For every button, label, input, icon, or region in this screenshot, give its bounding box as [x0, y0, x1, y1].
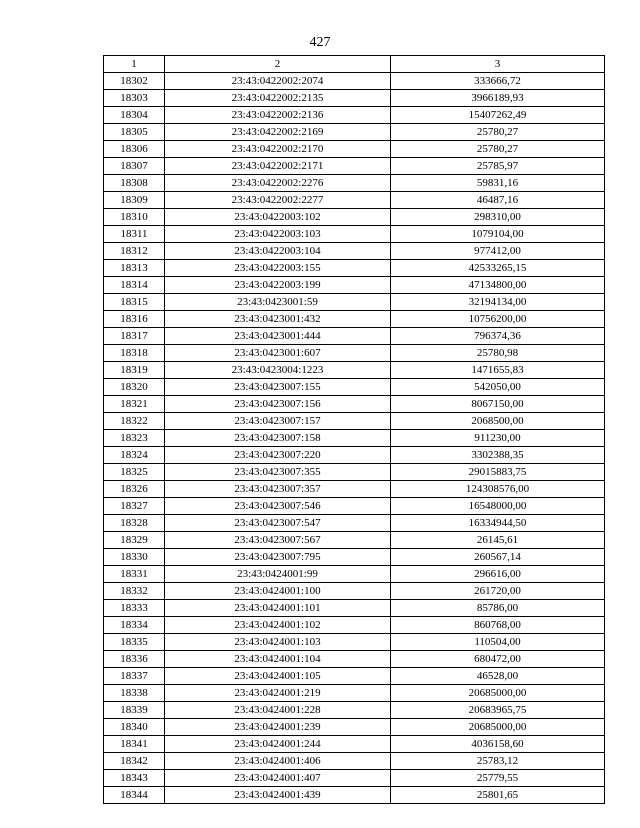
table-row	[104, 396, 605, 413]
data-table	[103, 55, 605, 804]
value-cell: 3966189,93	[391, 90, 605, 107]
row-number-cell: 18319	[104, 362, 165, 379]
table-body	[104, 73, 605, 804]
value-cell: 296616,00	[391, 566, 605, 583]
value-cell: 124308576,00	[391, 481, 605, 498]
value-cell: 25785,97	[391, 158, 605, 175]
cadastral-number-cell: 23:43:0424001:219	[165, 685, 391, 702]
value-cell: 26145,61	[391, 532, 605, 549]
cadastral-number-cell: 23:43:0424001:439	[165, 787, 391, 804]
row-number-cell: 18331	[104, 566, 165, 583]
cadastral-number-cell: 23:43:0423007:546	[165, 498, 391, 515]
table-row	[104, 566, 605, 583]
value-cell: 25779,55	[391, 770, 605, 787]
cadastral-number-cell: 23:43:0423007:357	[165, 481, 391, 498]
table-row	[104, 175, 605, 192]
cadastral-number-cell: 23:43:0424001:100	[165, 583, 391, 600]
cadastral-number-cell: 23:43:0424001:104	[165, 651, 391, 668]
table-row	[104, 464, 605, 481]
row-number-cell: 18317	[104, 328, 165, 345]
column-header: 2	[165, 56, 391, 73]
cadastral-number-cell: 23:43:0422002:2171	[165, 158, 391, 175]
cadastral-number-cell: 23:43:0423007:547	[165, 515, 391, 532]
cadastral-number-cell: 23:43:0423007:567	[165, 532, 391, 549]
table-row	[104, 328, 605, 345]
cadastral-number-cell: 23:43:0423007:355	[165, 464, 391, 481]
value-cell: 46528,00	[391, 668, 605, 685]
value-cell: 796374,36	[391, 328, 605, 345]
table-row	[104, 379, 605, 396]
value-cell: 59831,16	[391, 175, 605, 192]
row-number-cell: 18327	[104, 498, 165, 515]
cadastral-number-cell: 23:43:0422002:2135	[165, 90, 391, 107]
table-row	[104, 362, 605, 379]
cadastral-number-cell: 23:43:0423007:157	[165, 413, 391, 430]
cadastral-number-cell: 23:43:0424001:101	[165, 600, 391, 617]
table-row	[104, 685, 605, 702]
cadastral-number-cell: 23:43:0424001:407	[165, 770, 391, 787]
table-row	[104, 447, 605, 464]
cadastral-number-cell: 23:43:0422003:104	[165, 243, 391, 260]
cadastral-number-cell: 23:43:0423007:155	[165, 379, 391, 396]
value-cell: 542050,00	[391, 379, 605, 396]
table-row	[104, 600, 605, 617]
cadastral-number-cell: 23:43:0422002:2136	[165, 107, 391, 124]
cadastral-number-cell: 23:43:0424001:105	[165, 668, 391, 685]
cadastral-number-cell: 23:43:0422003:102	[165, 209, 391, 226]
row-number-cell: 18322	[104, 413, 165, 430]
row-number-cell: 18339	[104, 702, 165, 719]
value-cell: 20683965,75	[391, 702, 605, 719]
cadastral-number-cell: 23:43:0422002:2169	[165, 124, 391, 141]
value-cell: 4036158,60	[391, 736, 605, 753]
cadastral-number-cell: 23:43:0422003:103	[165, 226, 391, 243]
row-number-cell: 18334	[104, 617, 165, 634]
table-header-row	[104, 56, 605, 73]
row-number-cell: 18302	[104, 73, 165, 90]
table-row	[104, 549, 605, 566]
table-row	[104, 770, 605, 787]
table-row	[104, 345, 605, 362]
cadastral-number-cell: 23:43:0423007:795	[165, 549, 391, 566]
row-number-cell: 18314	[104, 277, 165, 294]
table-row	[104, 277, 605, 294]
table-row	[104, 651, 605, 668]
cadastral-number-cell: 23:43:0423001:59	[165, 294, 391, 311]
row-number-cell: 18325	[104, 464, 165, 481]
row-number-cell: 18321	[104, 396, 165, 413]
value-cell: 3302388,35	[391, 447, 605, 464]
cadastral-number-cell: 23:43:0423007:220	[165, 447, 391, 464]
value-cell: 20685000,00	[391, 719, 605, 736]
value-cell: 25783,12	[391, 753, 605, 770]
value-cell: 2068500,00	[391, 413, 605, 430]
value-cell: 25780,27	[391, 124, 605, 141]
row-number-cell: 18318	[104, 345, 165, 362]
row-number-cell: 18313	[104, 260, 165, 277]
row-number-cell: 18309	[104, 192, 165, 209]
value-cell: 32194134,00	[391, 294, 605, 311]
row-number-cell: 18306	[104, 141, 165, 158]
value-cell: 977412,00	[391, 243, 605, 260]
value-cell: 1471655,83	[391, 362, 605, 379]
value-cell: 860768,00	[391, 617, 605, 634]
table-row	[104, 192, 605, 209]
row-number-cell: 18338	[104, 685, 165, 702]
table-row	[104, 141, 605, 158]
table-row	[104, 753, 605, 770]
row-number-cell: 18308	[104, 175, 165, 192]
cadastral-number-cell: 23:43:0424001:228	[165, 702, 391, 719]
row-number-cell: 18342	[104, 753, 165, 770]
cadastral-number-cell: 23:43:0422002:2170	[165, 141, 391, 158]
cadastral-number-cell: 23:43:0422003:199	[165, 277, 391, 294]
value-cell: 85786,00	[391, 600, 605, 617]
cadastral-number-cell: 23:43:0423007:158	[165, 430, 391, 447]
table-row	[104, 481, 605, 498]
column-header: 3	[391, 56, 605, 73]
cadastral-number-cell: 23:43:0423001:444	[165, 328, 391, 345]
table-row	[104, 311, 605, 328]
cadastral-number-cell: 23:43:0422002:2277	[165, 192, 391, 209]
row-number-cell: 18324	[104, 447, 165, 464]
table-row	[104, 158, 605, 175]
table-row	[104, 90, 605, 107]
table-row	[104, 532, 605, 549]
table-row	[104, 413, 605, 430]
row-number-cell: 18305	[104, 124, 165, 141]
row-number-cell: 18329	[104, 532, 165, 549]
cadastral-number-cell: 23:43:0424001:99	[165, 566, 391, 583]
table-row	[104, 583, 605, 600]
value-cell: 20685000,00	[391, 685, 605, 702]
value-cell: 16548000,00	[391, 498, 605, 515]
row-number-cell: 18315	[104, 294, 165, 311]
cadastral-number-cell: 23:43:0423007:156	[165, 396, 391, 413]
row-number-cell: 18336	[104, 651, 165, 668]
value-cell: 1079104,00	[391, 226, 605, 243]
cadastral-number-cell: 23:43:0423001:432	[165, 311, 391, 328]
value-cell: 16334944,50	[391, 515, 605, 532]
row-number-cell: 18310	[104, 209, 165, 226]
row-number-cell: 18340	[104, 719, 165, 736]
table-row	[104, 498, 605, 515]
row-number-cell: 18330	[104, 549, 165, 566]
table-row	[104, 617, 605, 634]
cadastral-number-cell: 23:43:0422002:2276	[165, 175, 391, 192]
table-row	[104, 634, 605, 651]
value-cell: 25801,65	[391, 787, 605, 804]
row-number-cell: 18326	[104, 481, 165, 498]
row-number-cell: 18343	[104, 770, 165, 787]
value-cell: 110504,00	[391, 634, 605, 651]
cadastral-number-cell: 23:43:0424001:102	[165, 617, 391, 634]
cadastral-number-cell: 23:43:0424001:244	[165, 736, 391, 753]
cadastral-number-cell: 23:43:0422002:2074	[165, 73, 391, 90]
column-header: 1	[104, 56, 165, 73]
page-number: 427	[309, 35, 331, 50]
table-row	[104, 668, 605, 685]
cadastral-number-cell: 23:43:0422003:155	[165, 260, 391, 277]
cadastral-number-cell: 23:43:0424001:239	[165, 719, 391, 736]
row-number-cell: 18335	[104, 634, 165, 651]
row-number-cell: 18320	[104, 379, 165, 396]
table-row	[104, 124, 605, 141]
value-cell: 25780,27	[391, 141, 605, 158]
table-row	[104, 73, 605, 90]
row-number-cell: 18323	[104, 430, 165, 447]
value-cell: 46487,16	[391, 192, 605, 209]
value-cell: 15407262,49	[391, 107, 605, 124]
value-cell: 261720,00	[391, 583, 605, 600]
cadastral-number-cell: 23:43:0423004:1223	[165, 362, 391, 379]
value-cell: 25780,98	[391, 345, 605, 362]
table-row	[104, 294, 605, 311]
table-row	[104, 430, 605, 447]
row-number-cell: 18312	[104, 243, 165, 260]
table-row	[104, 787, 605, 804]
value-cell: 8067150,00	[391, 396, 605, 413]
cadastral-number-cell: 23:43:0424001:103	[165, 634, 391, 651]
row-number-cell: 18333	[104, 600, 165, 617]
value-cell: 298310,00	[391, 209, 605, 226]
value-cell: 47134800,00	[391, 277, 605, 294]
row-number-cell: 18304	[104, 107, 165, 124]
table-row	[104, 736, 605, 753]
table-row	[104, 209, 605, 226]
row-number-cell: 18307	[104, 158, 165, 175]
row-number-cell: 18332	[104, 583, 165, 600]
row-number-cell: 18337	[104, 668, 165, 685]
value-cell: 42533265,15	[391, 260, 605, 277]
cadastral-number-cell: 23:43:0424001:406	[165, 753, 391, 770]
value-cell: 10756200,00	[391, 311, 605, 328]
table-row	[104, 515, 605, 532]
table-row	[104, 226, 605, 243]
row-number-cell: 18341	[104, 736, 165, 753]
table-row	[104, 702, 605, 719]
table-row	[104, 243, 605, 260]
row-number-cell: 18316	[104, 311, 165, 328]
row-number-cell: 18344	[104, 787, 165, 804]
cadastral-number-cell: 23:43:0423001:607	[165, 345, 391, 362]
value-cell: 29015883,75	[391, 464, 605, 481]
value-cell: 260567,14	[391, 549, 605, 566]
value-cell: 333666,72	[391, 73, 605, 90]
row-number-cell: 18328	[104, 515, 165, 532]
table-row	[104, 107, 605, 124]
value-cell: 680472,00	[391, 651, 605, 668]
table-row	[104, 719, 605, 736]
row-number-cell: 18303	[104, 90, 165, 107]
row-number-cell: 18311	[104, 226, 165, 243]
value-cell: 911230,00	[391, 430, 605, 447]
table-row	[104, 260, 605, 277]
